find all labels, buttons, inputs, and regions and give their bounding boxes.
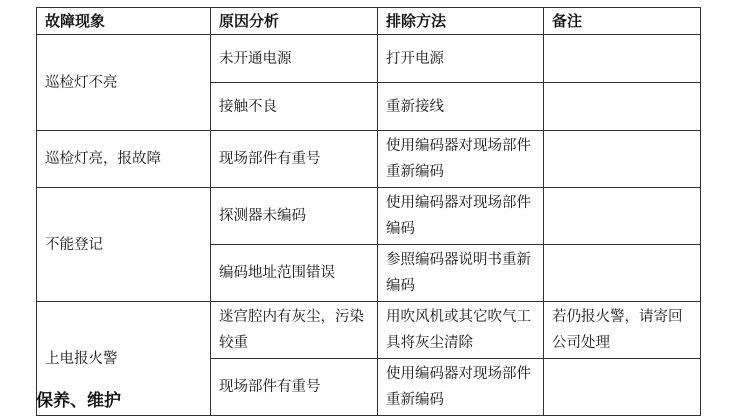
solution-cell: 使用编码器对现场部件重新编码: [378, 359, 544, 416]
table-row: [37, 302, 701, 359]
header-symptom: 故障现象: [37, 8, 211, 35]
symptom-cell: 巡检灯不亮: [37, 35, 211, 131]
cause-cell: 接触不良: [211, 83, 378, 131]
header-solution: 排除方法: [378, 8, 544, 35]
table-row: [37, 131, 701, 188]
fault-troubleshooting-table: [36, 7, 701, 416]
cause-cell: 编码地址范围错误: [211, 245, 378, 302]
symptom-cell: 不能登记: [37, 188, 211, 302]
note-cell: [544, 83, 701, 131]
note-cell: [544, 245, 701, 302]
section-heading: 保养、维护: [36, 391, 121, 411]
note-cell: [544, 188, 701, 245]
note-cell: [544, 35, 701, 83]
cause-cell: 探测器未编码: [211, 188, 378, 245]
table-header-row: [37, 8, 701, 35]
header-note: 备注: [544, 8, 701, 35]
note-cell: [544, 359, 701, 416]
cause-cell: 迷宫腔内有灰尘，污染较重: [211, 302, 378, 359]
cause-cell: 未开通电源: [211, 35, 378, 83]
solution-cell: 使用编码器对现场部件重新编码: [378, 131, 544, 188]
note-cell: 若仍报火警，请寄回公司处理: [544, 302, 701, 359]
solution-cell: 用吹风机或其它吹气工具将灰尘清除: [378, 302, 544, 359]
solution-cell: 重新接线: [378, 83, 544, 131]
cause-cell: 现场部件有重号: [211, 359, 378, 416]
note-cell: [544, 131, 701, 188]
solution-cell: 打开电源: [378, 35, 544, 83]
table-row: [37, 188, 701, 245]
table-row: [37, 35, 701, 83]
symptom-cell: 巡检灯亮，报故障: [37, 131, 211, 188]
symptom-cell: 上电报火警: [37, 302, 211, 416]
cause-cell: 现场部件有重号: [211, 131, 378, 188]
solution-cell: 参照编码器说明书重新编码: [378, 245, 544, 302]
header-cause: 原因分析: [211, 8, 378, 35]
solution-cell: 使用编码器对现场部件编码: [378, 188, 544, 245]
